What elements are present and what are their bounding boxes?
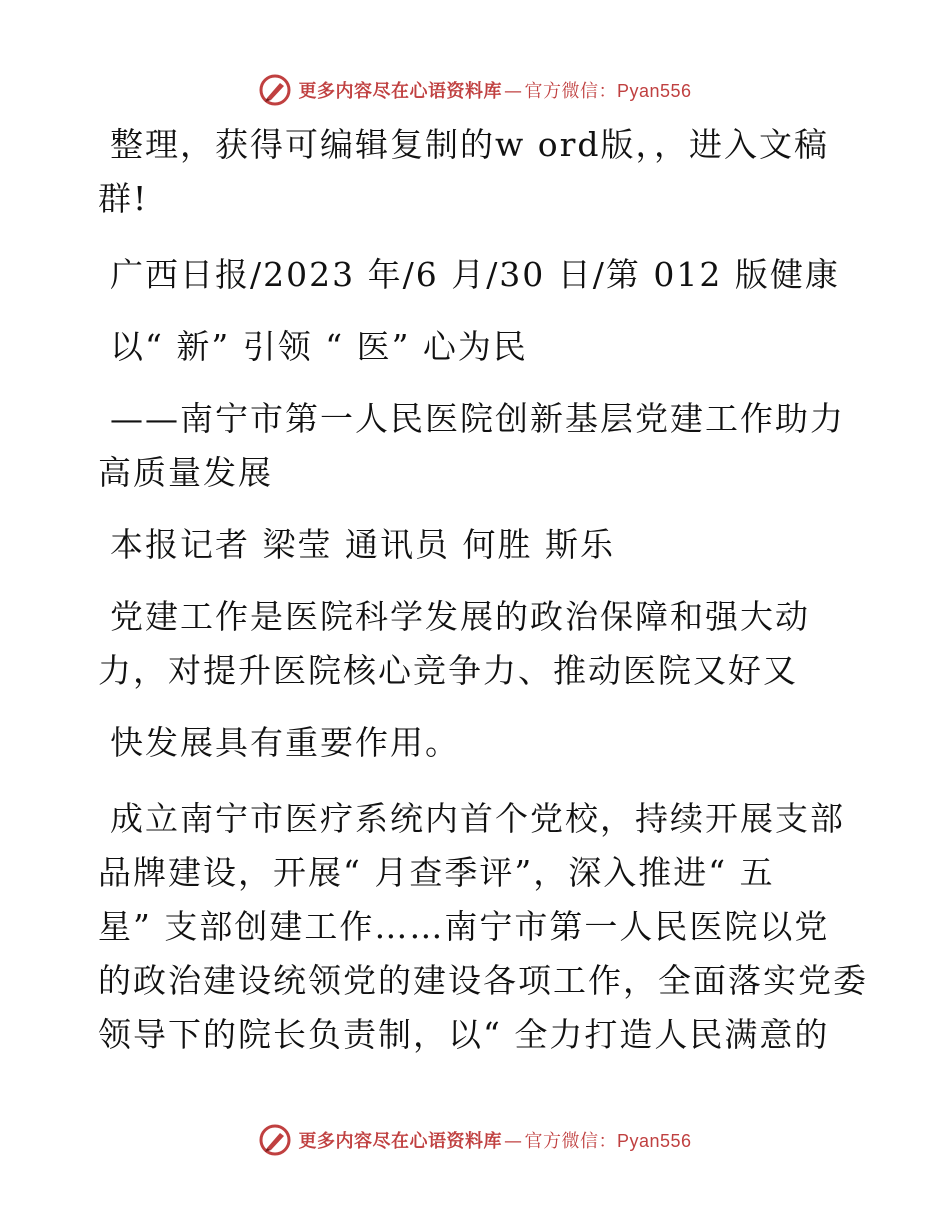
watermark-wechat-id: Pyan556 bbox=[616, 1131, 692, 1151]
pen-logo-icon bbox=[258, 73, 292, 107]
paragraph-intro bbox=[98, 118, 858, 226]
watermark-wechat-label: 官方微信： bbox=[524, 1131, 617, 1152]
watermark-separator: — bbox=[503, 81, 523, 102]
watermark-wechat-id: Pyan556 bbox=[616, 81, 692, 101]
article-title bbox=[98, 320, 858, 374]
text-line: 力，对提升医院核心竞争力、推动医院又好又 bbox=[98, 651, 798, 690]
text-line: ——南宁市第一人民医院创新基层党建工作助力 bbox=[110, 399, 845, 438]
paragraph-body-1 bbox=[98, 590, 858, 698]
text-line: 整理，获得可编辑复制的w ord版，，进入文稿 bbox=[110, 125, 830, 164]
text-line: 快发展具有重要作用。 bbox=[110, 723, 460, 762]
text-line: 成立南宁市医疗系统内首个党校，持续开展支部 bbox=[110, 799, 845, 838]
text-line: 领导下的院长负责制，以“ 全力打造人民满意的 bbox=[98, 1015, 830, 1054]
text-line: 的政治建设统领党的建设各项工作，全面落实党委 bbox=[98, 961, 868, 1000]
article-byline bbox=[98, 518, 858, 572]
article-subtitle bbox=[98, 392, 858, 500]
text-line: 党建工作是医院科学发展的政治保障和强大动 bbox=[110, 597, 810, 636]
watermark-brand: 更多内容尽在心语资料库 bbox=[298, 81, 502, 102]
text-line: 星” 支部创建工作……南宁市第一人民医院以党 bbox=[98, 907, 830, 946]
footer-watermark bbox=[0, 1120, 950, 1160]
header-watermark bbox=[0, 70, 950, 110]
text-line: 群! bbox=[98, 179, 149, 218]
paragraph-body-3 bbox=[98, 792, 868, 1062]
text-line: 以“ 新” 引领 “ 医” 心为民 bbox=[110, 327, 528, 366]
watermark-wechat-label: 官方微信： bbox=[524, 81, 617, 102]
paragraph-source bbox=[98, 248, 858, 302]
text-line: 本报记者 梁莹 通讯员 何胜 斯乐 bbox=[110, 525, 615, 564]
text-line: 高质量发展 bbox=[98, 453, 273, 492]
text-line: 品牌建设，开展“ 月查季评”，深入推进“ 五 bbox=[98, 853, 775, 892]
pen-logo-icon bbox=[258, 1123, 292, 1157]
paragraph-body-2 bbox=[98, 716, 858, 770]
text-line: 广西日报/2023 年/6 月/30 日/第 012 版健康 bbox=[110, 255, 840, 294]
watermark-brand: 更多内容尽在心语资料库 bbox=[298, 1131, 502, 1152]
document-body bbox=[98, 118, 868, 1062]
watermark-separator: — bbox=[503, 1131, 523, 1152]
